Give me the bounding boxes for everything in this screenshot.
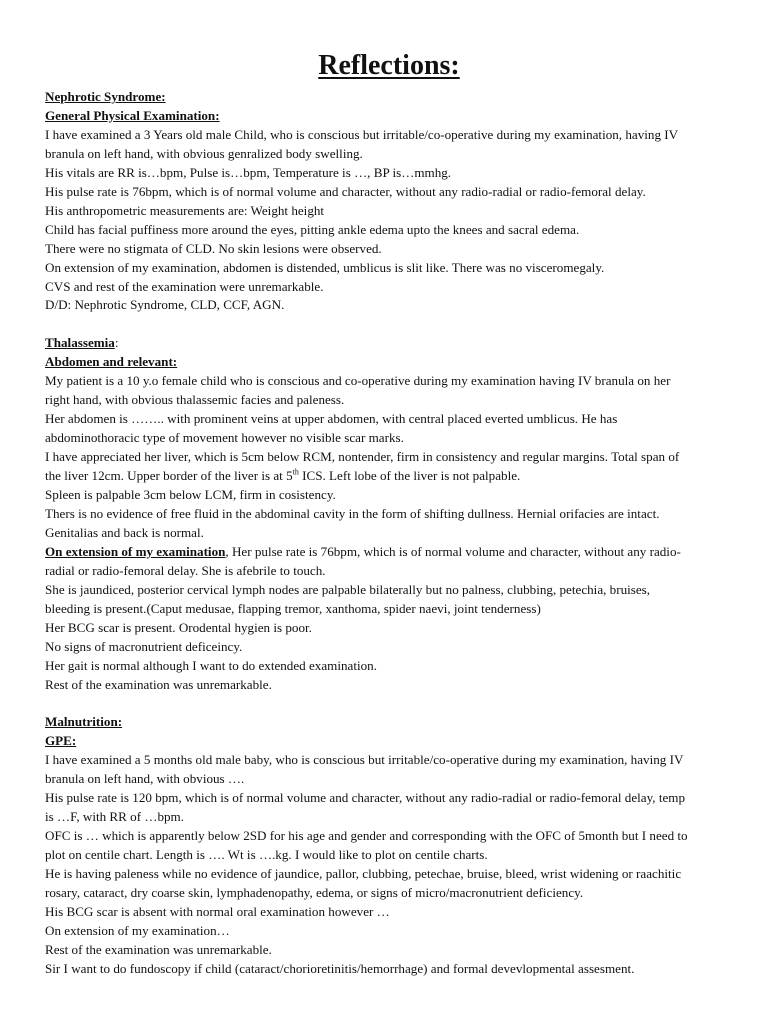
section-subheading: General Physical Examination: <box>45 107 220 123</box>
paragraph-line <box>45 467 725 486</box>
paragraph-line: Child has facial puffiness more around the eyes, pitting ankle edema upto the knees and sacral edema. <box>45 221 580 237</box>
section-gap <box>45 694 725 713</box>
liver-text: the liver 12cm. Upper border of the liver is at 5 <box>45 468 293 484</box>
paragraph-line <box>45 543 725 562</box>
liver-text-rest: ICS. Left lobe of the liver is not palpable. <box>298 468 521 484</box>
ordinal-superscript: th <box>292 467 299 477</box>
document-page <box>45 46 725 979</box>
section-gap <box>45 315 725 334</box>
paragraph-line: I have examined a 5 months old male baby, who is conscious but irritable/co-operative during my examination, having IV <box>45 752 684 768</box>
paragraph-line: There were no stigmata of CLD. No skin lesions were observed. <box>45 240 382 256</box>
paragraph-line: Sir I want to do fundoscopy if child (cataract/chorioretinitis/hemorrhage) and formal devevlopmental assesment. <box>45 960 635 976</box>
paragraph-line: branula on left hand, with obvious genralized body swelling. <box>45 145 363 161</box>
paragraph-line: My patient is a 10 y.o female child who is conscious and co-operative during my examination having IV branula on her <box>45 373 671 389</box>
paragraph-line: Her abdomen is …….. with prominent veins at upper abdomen, with central placed everted umblicus. He has <box>45 411 618 427</box>
section-subheading: GPE: <box>45 733 77 749</box>
section-thalassemia <box>45 334 725 694</box>
paragraph-line: Genitalias and back is normal. <box>45 524 204 540</box>
paragraph-line: I have appreciated her liver, which is 5cm below RCM, nontender, firm in consistency and regular margins. Total span of <box>45 449 680 465</box>
paragraph-line: abdominothoracic type of movement however no visible scar marks. <box>45 430 404 446</box>
paragraph-line: His pulse rate is 120 bpm, which is of normal volume and character, without any radio-radial or radio-femoral delay, temp <box>45 790 686 806</box>
extension-label: On extension of my examination <box>45 543 226 559</box>
paragraph-line: plot on centile chart. Length is …. Wt is ….kg. I would like to plot on centile charts. <box>45 847 488 863</box>
page-title: Reflections: <box>318 50 460 81</box>
paragraph-line: On extension of my examination… <box>45 922 230 938</box>
paragraph-line: radial or radio-femoral delay. She is afebrile to touch. <box>45 562 326 578</box>
paragraph-line: I have examined a 3 Years old male Child, who is conscious but irritable/co-operative during my examination, having IV <box>45 126 679 142</box>
paragraph-line: Rest of the examination was unremarkable. <box>45 941 272 957</box>
paragraph-line: Thers is no evidence of free fluid in the abdominal cavity in the form of shifting dullness. Hernial orifacies are intact. <box>45 505 660 521</box>
paragraph-line: D/D: Nephrotic Syndrome, CLD, CCF, AGN. <box>45 297 285 313</box>
paragraph-line: is …F, with RR of …bpm. <box>45 809 184 825</box>
paragraph-line: No signs of macronutrient deficeincy. <box>45 638 243 654</box>
paragraph-line: His pulse rate is 76bpm, which is of normal volume and character, without any radio-radial or radio-femoral delay. <box>45 183 646 199</box>
section-malnutrition <box>45 713 725 978</box>
paragraph-line: bleeding is present.(Caput medusae, flapping tremor, xanthoma, spider naevi, joint tenderness) <box>45 600 541 616</box>
section-heading-suffix: : <box>114 335 119 351</box>
section-heading: Thalassemia <box>45 335 115 351</box>
section-nephrotic-syndrome <box>45 88 725 315</box>
paragraph-line: OFC is … which is apparently below 2SD for his age and gender and corresponding with the OFC of 5month but I need to <box>45 828 688 844</box>
paragraph-line: branula on left hand, with obvious …. <box>45 771 245 787</box>
section-heading: Nephrotic Syndrome: <box>45 89 166 104</box>
paragraph-line: Rest of the examination was unremarkable. <box>45 676 272 692</box>
paragraph-line: On extension of my examination, abdomen is distended, umblicus is slit like. There was no visceromegaly. <box>45 259 605 275</box>
paragraph-line: His BCG scar is absent with normal oral examination however … <box>45 903 390 919</box>
paragraph-line: His vitals are RR is…bpm, Pulse is…bpm, Temperature is …, BP is…mmhg. <box>45 164 452 180</box>
paragraph-line: She is jaundiced, posterior cervical lymph nodes are palpable bilaterally but no palness, clubbing, petechia, bruises, <box>45 581 651 597</box>
extension-text: , Her pulse rate is 76bpm, which is of normal volume and character, without any radio- <box>225 543 681 559</box>
section-heading: Malnutrition: <box>45 714 123 730</box>
paragraph-line: rosary, cataract, dry coarse skin, lymphadenopathy, edema, or signs of micro/macronutrient deficiency. <box>45 885 584 900</box>
paragraph-line: He is having paleness while no evidence of jaundice, pallor, clubbing, petechae, bruise, bleed, wrist widening or raachitic <box>45 866 682 882</box>
paragraph-line: His anthropometric measurements are: Weight height <box>45 202 325 218</box>
section-heading-row <box>45 334 725 353</box>
paragraph-line: right hand, with obvious thalassemic facies and paleness. <box>45 392 345 408</box>
section-subheading: Abdomen and relevant: <box>45 354 178 370</box>
paragraph-line: Her gait is normal although I want to do extended examination. <box>45 657 377 673</box>
paragraph-line: CVS and rest of the examination were unremarkable. <box>45 278 324 294</box>
paragraph-line: Her BCG scar is present. Orodental hygien is poor. <box>45 619 312 635</box>
paragraph-line: Spleen is palpable 3cm below LCM, firm in cosistency. <box>45 487 336 502</box>
